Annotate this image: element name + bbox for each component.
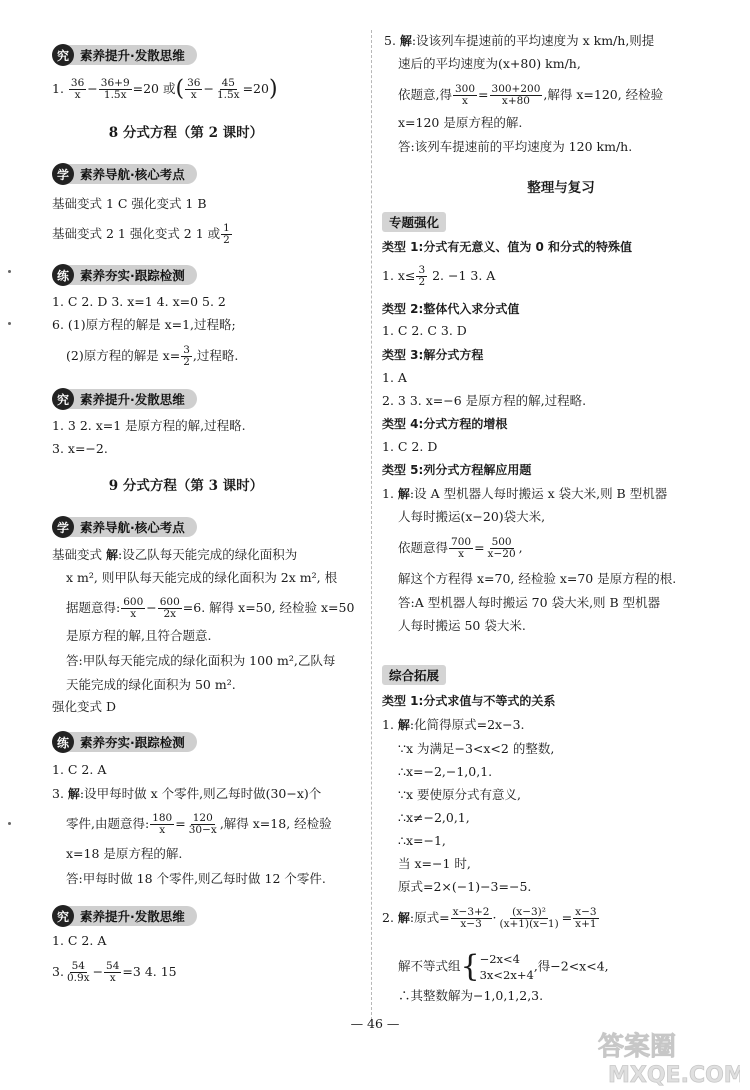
answer-line: 3. $\frac{54}{0.9x}$ − $\frac{54}{x}$ =3 4. 15 — [52, 960, 177, 984]
answer-line: ∵x 为满足−3<x<2 的整数, — [398, 741, 555, 756]
answer-line: ∴x≠−2,0,1, — [398, 810, 470, 825]
answer-line: 解这个方程得 x=70, 经检验 x=70 是原方程的根. — [398, 571, 677, 586]
section-header — [52, 264, 197, 286]
answer-line: x m², 则甲队每天能完成的绿化面积为 2x m², 根 — [66, 570, 338, 585]
section-badge: 学 — [52, 163, 74, 185]
answer-line: 5. 解:设该列车提速前的平均速度为 x km/h,则提 — [384, 33, 655, 48]
section-header — [52, 905, 197, 927]
answer-line: ∴x=−1, — [398, 833, 446, 848]
answer-line: 零件,由题意得: $\frac{180}{x}$ = $\frac{120}{30-x}$ ,解得 x=18, 经检验 — [66, 812, 332, 836]
watermark-logo — [590, 1027, 740, 1090]
section-badge: 学 — [52, 516, 74, 538]
answer-line: 据题意得: $\frac{600}{x}$ − $\frac{600}{2x}$ =6. 解得 x=50, 经检验 x=50 — [66, 596, 355, 620]
answer-line: 1. $\frac{36}{x}$ − $\frac{36+9}{1.5x}$ =20 或( $\frac{36}{x}$ − $\frac{45}{1.5x}$ =20) — [52, 76, 278, 102]
answer-line: 强化变式 D — [52, 699, 116, 714]
svg-text:MXQE.COM: MXQE.COM — [608, 1063, 740, 1087]
answer-line: 2. 解:原式= $\frac{x-3+2}{x-3}$ · $\frac{\text{(x−3)²}}{(x+1)(x-1)}$ = $\frac{x-3}{x+1}$ — [382, 906, 597, 930]
answer-line: ∴x=−2,−1,0,1. — [398, 764, 493, 779]
answer-line: 答:A 型机器人每时搬运 70 袋大米,则 B 型机器 — [398, 595, 661, 610]
type-heading: 类型 5:列分式方程解应用题 — [382, 463, 532, 477]
answer-line: 当 x=−1 时, — [398, 856, 471, 871]
section-label: 素养夯实·跟踪检测 — [68, 732, 197, 752]
answer-line: (2)原方程的解是 x= $\frac{3}{2}$ ,过程略. — [66, 344, 239, 368]
answer-line: 3. x=−2. — [52, 441, 108, 456]
answer-line: x=120 是原方程的解. — [398, 115, 523, 130]
lesson-title: 8 分式方程（第 2 课时） — [108, 125, 264, 141]
answer-line: 1. C 2. A — [52, 933, 107, 948]
section-badge: 究 — [52, 905, 74, 927]
answer-line: 1. 3 2. x=1 是原方程的解,过程略. — [52, 418, 246, 433]
section-header — [52, 44, 197, 66]
answer-line: 原式=2×(−1)−3=−5. — [398, 879, 532, 894]
page-number: — 46 — — [350, 1016, 400, 1031]
answer-line: 答:甲每时做 18 个零件,则乙每时做 12 个零件. — [66, 871, 326, 886]
scan-mark — [8, 270, 11, 273]
answer-line: 基础变式 解:设乙队每天能完成的绿化面积为 — [52, 547, 298, 562]
answer-line: 答:该列车提速前的平均速度为 120 km/h. — [398, 139, 633, 154]
answer-line: 天能完成的绿化面积为 50 m². — [66, 677, 236, 692]
svg-text:答案圈: 答案圈 — [598, 1032, 677, 1062]
scan-mark — [8, 322, 11, 325]
answer-line: 1. 解:设 A 型机器人每时搬运 x 袋大米,则 B 型机器 — [382, 486, 668, 501]
answer-line: 3. 解:设甲每时做 x 个零件,则乙每时做(30−x)个 — [52, 786, 322, 801]
type-heading: 类型 1:分式有无意义、值为 0 和分式的特殊值 — [382, 240, 633, 254]
answer-line: 6. (1)原方程的解是 x=1,过程略; — [52, 317, 236, 332]
lesson-title: 9 分式方程（第 3 课时） — [108, 478, 264, 494]
section-label: 素养提升·发散思维 — [68, 906, 197, 926]
answer-line: 依题意,得 $\frac{300}{x}$ = $\frac{300+200}{x+80}$ ,解得 x=120, 经检验 — [398, 83, 664, 107]
type-heading: 类型 4:分式方程的增根 — [382, 417, 508, 431]
answer-line: 速后的平均速度为(x+80) km/h, — [398, 56, 581, 71]
watermark-icon — [590, 1027, 740, 1087]
answer-line: 1. 解:化简得原式=2x−3. — [382, 717, 525, 732]
answer-line: ∵x 要使原分式有意义, — [398, 787, 521, 802]
type-heading: 类型 1:分式求值与不等式的关系 — [382, 694, 556, 708]
answer-line: 1. A — [382, 370, 407, 385]
section-header — [52, 516, 197, 538]
answer-line: 1. C 2. D 3. x=1 4. x=0 5. 2 — [52, 294, 226, 309]
section-label: 素养夯实·跟踪检测 — [68, 265, 197, 285]
type-heading: 类型 2:整体代入求分式值 — [382, 302, 520, 316]
section-badge: 练 — [52, 731, 74, 753]
answer-line: 人每时搬运(x−20)袋大米, — [398, 509, 546, 524]
answer-line: 人每时搬运 50 袋大米. — [398, 618, 526, 633]
answer-line: 1. C 2. A — [52, 762, 107, 777]
answer-line: 基础变式 2 1 强化变式 2 1 或 $\frac{1}{2}$ — [52, 222, 230, 246]
answer-line: 1. C 2. D — [382, 439, 438, 454]
topic-tag: 专题强化 — [382, 212, 446, 232]
section-label: 素养导航·核心考点 — [68, 164, 197, 184]
answer-line: 是原方程的解,且符合题意. — [66, 628, 212, 643]
answer-line: 解不等式组{ −2x<4 3x<2x+4 ,得−2<x<4, — [398, 949, 609, 984]
section-title: 整理与复习 — [527, 180, 595, 196]
section-badge: 究 — [52, 44, 74, 66]
answer-line: 依题意得 $\frac{700}{x}$ = $\frac{500}{x-20}$ , — [398, 536, 523, 560]
section-label: 素养导航·核心考点 — [68, 517, 197, 537]
section-badge: 练 — [52, 264, 74, 286]
answer-line: x=18 是原方程的解. — [66, 846, 183, 861]
answer-line: 基础变式 1 C 强化变式 1 B — [52, 196, 207, 211]
type-heading: 类型 3:解分式方程 — [382, 348, 484, 362]
answer-line: 1. C 2. C 3. D — [382, 323, 467, 338]
section-header — [52, 388, 197, 410]
answer-line: 2. 3 3. x=−6 是原方程的解,过程略. — [382, 393, 587, 408]
answer-line: 1. x≤ $\frac{3}{2}$ 2. −1 3. A — [382, 264, 496, 288]
section-label: 素养提升·发散思维 — [68, 389, 197, 409]
answer-line: 答:甲队每天能完成的绿化面积为 100 m²,乙队每 — [66, 653, 336, 668]
answer-line: ∴其整数解为−1,0,1,2,3. — [398, 988, 544, 1003]
section-badge: 究 — [52, 388, 74, 410]
topic-tag: 综合拓展 — [382, 665, 446, 685]
scan-mark — [8, 822, 11, 825]
section-header — [52, 163, 197, 185]
section-label: 素养提升·发散思维 — [68, 45, 197, 65]
section-header — [52, 731, 197, 753]
